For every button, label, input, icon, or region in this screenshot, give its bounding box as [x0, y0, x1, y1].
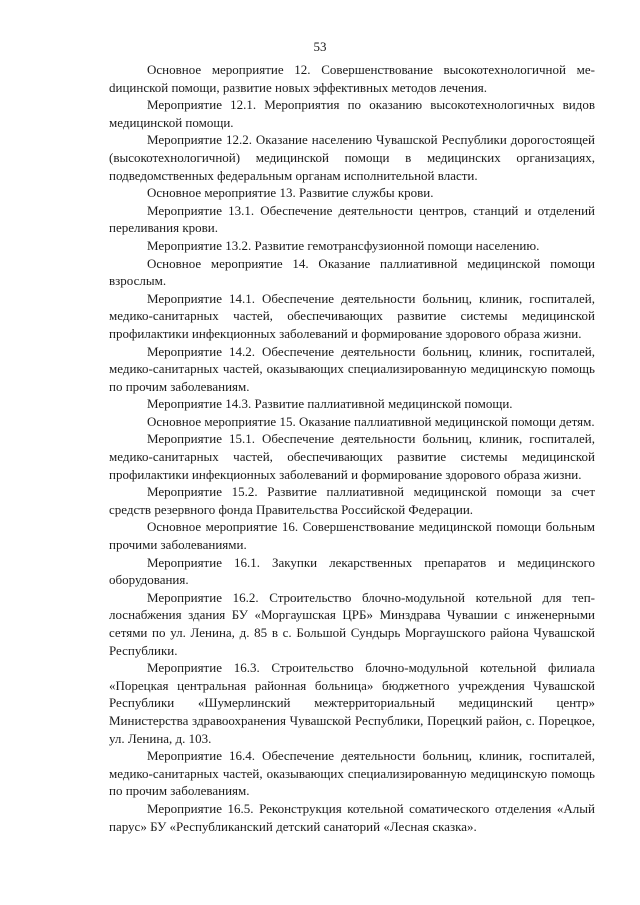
paragraph: Основное мероприятие 12. Совершенствование высокотехнологичной меdицинской помощи, развитие новых эффективных методов лечения.	[109, 62, 595, 95]
paragraph: Основное мероприятие 14. Оказание паллиативной медицинской помощи взрослым.	[109, 255, 595, 289]
paragraph: Основное мероприятие 13. Развитие службы крови.	[147, 185, 434, 201]
paragraph: Мероприятие 12.1. Мероприятия по оказанию высокотехнологичных видов медицинской помощи.	[109, 97, 595, 130]
paragraph: Основное мероприятие 15. Оказание паллиативной медицинской помощи детям.	[147, 413, 595, 429]
paragraph: Мероприятие 16.4. Обеспечение деятельности больниц, клиник, госпиталей, медико-санитарных частей, оказывающих специализированную медицинскую помощь по прочим заболеваниям.	[109, 748, 595, 799]
paragraph: Мероприятие 14.3. Развитие паллиативной медицинской помощи.	[147, 396, 513, 412]
paragraph: Мероприятие 16.1. Закупки лекарственных препаратов и медицинского оборудования.	[109, 554, 595, 588]
paragraph: Мероприятие 16.5. Реконструкция котельной соматического отделения «Алый парус» БУ «Республиканский детский санаторий «Лесная сказка».	[109, 800, 595, 834]
paragraph: Мероприятие 14.2. Обеспечение деятельности больниц, клиник, госпиталей, медико-санитарных частей, оказывающих специализированную медицинскую помощь по прочим заболеваниям.	[109, 343, 595, 394]
paragraph: Мероприятие 16.2. Строительство блочно-модульной котельной для теплоснабжения здания БУ «Моргаушская ЦРБ» Минздрава Чувашии с инженерными сетями по ул. Ленина, д. 85 в с. Большой Сундырь Моргаушского района Чувашской Республики.	[109, 589, 595, 658]
paragraph: Основное мероприятие 16. Совершенствование медицинской помощи больным прочими заболеваниями.	[109, 519, 595, 553]
paragraph: Мероприятие 13.1. Обеспечение деятельности центров, станций и отделений переливания крови.	[109, 202, 595, 236]
page-number: 53	[313, 39, 327, 54]
paragraph: Мероприятие 15.2. Развитие паллиативной медицинской помощи за счет средств резервного фонда Правительства Российской Федерации.	[109, 484, 595, 517]
paragraph: Мероприятие 14.1. Обеспечение деятельности больниц, клиник, госпиталей, медико-санитарных частей, обеспечивающих развитие системы медицинской профилактики инфекционных заболеваний и формирование здорового образа жизни.	[109, 290, 595, 341]
paragraph: Мероприятие 13.2. Развитие гемотрансфузионной помощи населению.	[147, 237, 540, 253]
document-body	[109, 61, 595, 835]
paragraph: Мероприятие 16.3. Строительство блочно-модульной котельной филиала «Порецкая центральная районная больница» бюджетного учреждения Чувашской Республики «Шумерлинский межтерриториальный медицинский центр» Министерства здравоохранения Чувашской Республики, Порецкий район, с. Порецкое, ул. Ленина, д. 103.	[109, 660, 595, 746]
paragraph: Мероприятие 12.2. Оказание населению Чувашской Республики дорогостоящей (высокотехнологичной) медицинской помощи в медицинских организациях, подведомственных федеральным органам исполнительной власти.	[109, 132, 595, 183]
paragraph: Мероприятие 15.1. Обеспечение деятельности больниц, клиник, госпиталей, медико-санитарных частей, обеспечивающих развитие системы медицинской профилактики инфекционных заболеваний и формирование здорового образа жизни.	[109, 431, 595, 482]
